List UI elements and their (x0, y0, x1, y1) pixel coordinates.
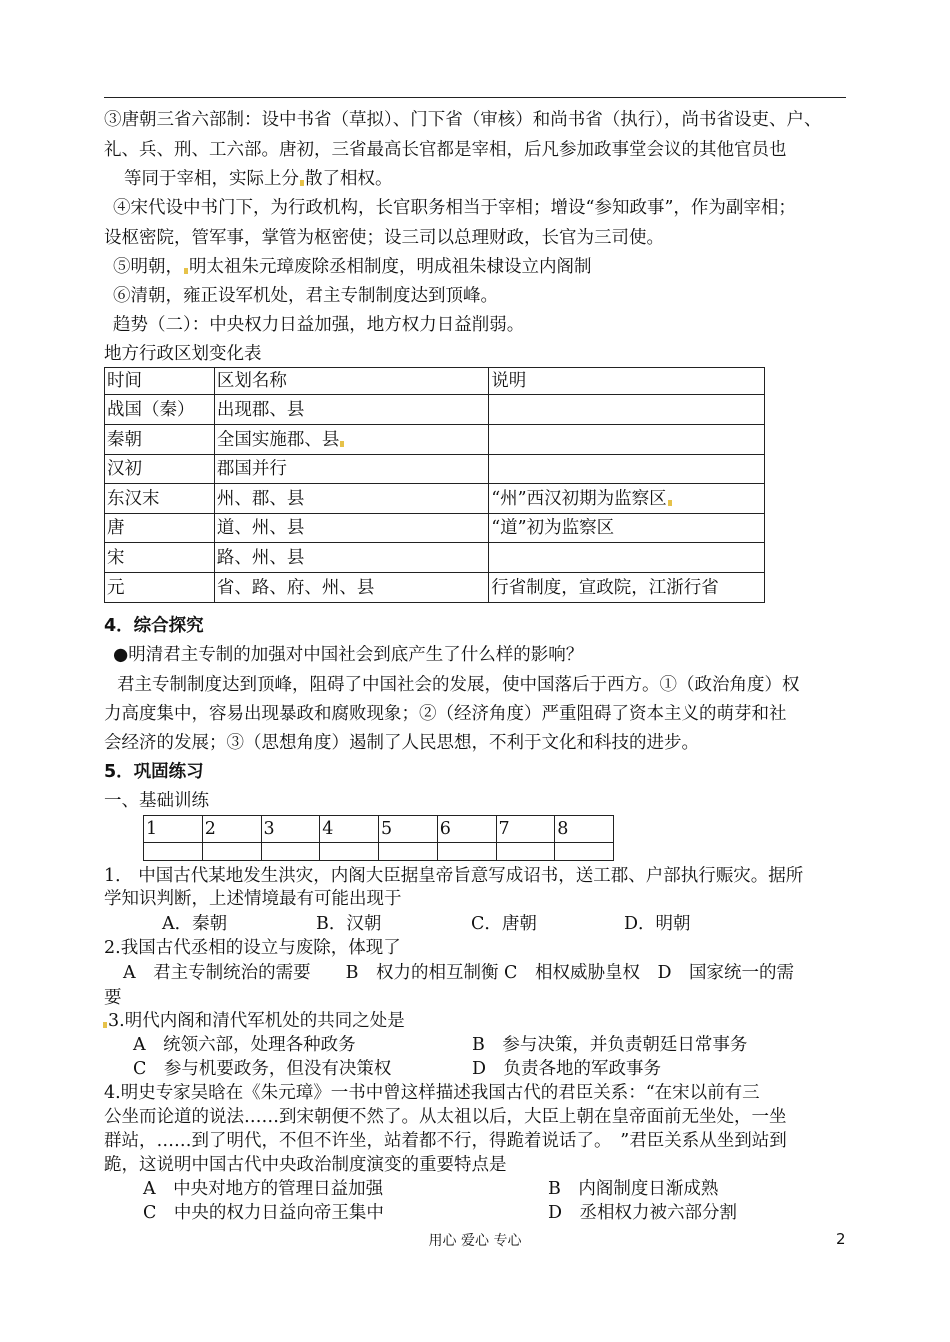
section4-question: ●明清君主专制的加强对中国社会到底产生了什么样的影响？ (113, 645, 584, 665)
table-header-cell: 区划名称 (214, 368, 488, 395)
table-cell (489, 543, 765, 573)
table-title: 地方行政区划变化表 (104, 344, 262, 364)
answer-grid-blank-cell[interactable] (320, 843, 379, 861)
paragraph-tang-line3-b: 散了相权。 (305, 169, 393, 189)
table-row (105, 543, 765, 573)
edit-mark (668, 500, 672, 506)
table-header-cell: 时间 (105, 368, 215, 395)
table-cell: “道”初为监察区 (489, 514, 765, 543)
paragraph-tang-line1: ③唐朝三省六部制：设中书省（草拟）、门下省（审核）和尚书省（执行），尚书省设吏、户、 (104, 110, 822, 130)
edit-mark (103, 1022, 107, 1028)
table-cell: 元 (105, 573, 215, 603)
table-row (105, 573, 765, 603)
answer-grid-number-row (144, 816, 614, 843)
answer-grid-number: 6 (437, 816, 496, 843)
answer-grid-number: 5 (379, 816, 438, 843)
answer-grid-blank-cell[interactable] (379, 843, 438, 861)
table-row (105, 514, 765, 543)
answer-grid-blank-cell[interactable] (437, 843, 496, 861)
edit-mark (300, 180, 304, 186)
answer-grid-blank-cell[interactable] (496, 843, 555, 861)
table-header-cell: 说明 (489, 368, 765, 395)
answer-grid-blank-cell[interactable] (261, 843, 320, 861)
table-cell: 郡国并行 (214, 455, 488, 484)
page-footer: 用心 爱心 专心 (428, 1233, 522, 1249)
paragraph-qing: ⑥清朝，雍正设军机处，君主专制制度达到顶峰。 (113, 286, 498, 306)
table-cell (489, 455, 765, 484)
table-cell: 州、郡、县 (214, 484, 488, 514)
paragraph-song-line1: ④宋代设中书门下，为行政机构，长官职务相当于宰相；增设“参知政事”，作为副宰相； (113, 198, 796, 218)
table-cell: 出现郡、县 (214, 395, 488, 425)
edit-mark (340, 441, 344, 447)
table-cell (214, 425, 488, 455)
table-row (105, 425, 765, 455)
question4-line1: 4.明史专家吴晗在《朱元璋》一书中曾这样描述我国古代的君臣关系：“在宋以前有三 (104, 1083, 760, 1103)
question4-line2: 公坐而论道的说法……到宋朝便不然了。从太祖以后，大臣上朝在皇帝面前无坐处，一坐 (104, 1107, 787, 1127)
question3-option-d: D 负责各地的军政事务 (472, 1059, 662, 1079)
paragraph-trend: 趋势（二）：中央权力日益加强，地方权力日益削弱。 (113, 315, 525, 335)
paragraph-tang-line3 (124, 165, 393, 193)
section5-heading: 5．巩固练习 (104, 762, 204, 782)
section5-subheading: 一、基础训练 (104, 791, 209, 811)
question2-options: A 君主专制统治的需要 B 权力的相互制衡 C 相权威胁皇权 D 国家统一的需 (123, 963, 794, 983)
answer-grid-number: 8 (555, 816, 614, 843)
answer-grid-blank-cell[interactable] (202, 843, 261, 861)
answer-grid-number: 4 (320, 816, 379, 843)
table-cell: 省、路、府、州、县 (214, 573, 488, 603)
answer-grid-number: 2 (202, 816, 261, 843)
question3-option-c: C 参与机要政务，但没有决策权 (133, 1059, 392, 1079)
question4-option-b: B 内阁制度日渐成熟 (548, 1179, 719, 1199)
question1-option-b: B．汉朝 (316, 914, 382, 934)
question4-option-a: A 中央对地方的管理日益加强 (143, 1179, 384, 1199)
table-cell: 道、州、县 (214, 514, 488, 543)
question4-option-d: D 丞相权力被六部分割 (548, 1203, 738, 1223)
answer-grid-blank-row (144, 843, 614, 861)
question1-option-d: D．明朝 (624, 914, 691, 934)
page-number: 2 (836, 1230, 846, 1248)
table-cell (489, 395, 765, 425)
paragraph-tang-line2: 礼、兵、刑、工六部。唐初，三省最高长官都是宰相，后凡参加政事堂会议的其他官员也 (104, 140, 787, 160)
question4-line3: 群站，……到了明代，不但不许坐，站着都不行，得跪着说话了。 ”君臣关系从坐到站到 (104, 1131, 787, 1151)
table-cell-text: “州”西汉初期为监察区 (491, 488, 667, 509)
admin-division-table (104, 367, 765, 603)
table-cell: 战国（秦） (105, 395, 215, 425)
question4-line4: 跪，这说明中国古代中央政治制度演变的重要特点是 (104, 1155, 507, 1175)
table-row (105, 455, 765, 484)
section4-heading: 4．综合探究 (104, 616, 204, 636)
paragraph-song-line2: 设枢密院，管军事，掌管为枢密使；设三司以总理财政，长官为三司使。 (104, 228, 664, 248)
question1-line2: 学知识判断，上述情境最有可能出现于 (104, 889, 402, 909)
table-cell: 汉初 (105, 455, 215, 484)
table-cell: 秦朝 (105, 425, 215, 455)
answer-grid-number: 3 (261, 816, 320, 843)
table-cell: 唐 (105, 514, 215, 543)
answer-grid-number: 1 (144, 816, 203, 843)
question1-option-a: A．秦朝 (162, 914, 228, 934)
question2-stem: 2.我国古代丞相的设立与废除，体现了 (104, 938, 401, 958)
paragraph-ming (113, 253, 592, 281)
edit-mark (184, 268, 188, 274)
table-cell: 路、州、县 (214, 543, 488, 573)
question1-option-c: C．唐朝 (471, 914, 537, 934)
answer-grid-blank-cell[interactable] (144, 843, 203, 861)
question1-line1: 1． 中国古代某地发生洪灾，内阁大臣据皇帝旨意写成诏书，送工郡、户部执行赈灾。据所 (104, 866, 804, 886)
paragraph-ming-a: ⑤明朝， (113, 257, 183, 277)
table-row (105, 484, 765, 514)
answer-grid (143, 815, 614, 861)
table-cell (489, 425, 765, 455)
answer-grid-number: 7 (496, 816, 555, 843)
table-cell-text: 全国实施郡、县 (216, 429, 340, 450)
question3-option-b: B 参与决策，并负责朝廷日常事务 (472, 1035, 748, 1055)
paragraph-tang-line3-a: 等同于宰相，实际上分 (124, 169, 299, 189)
question2-options-cont: 要 (104, 988, 122, 1008)
table-cell: 东汉末 (105, 484, 215, 514)
header-rule (104, 97, 846, 98)
table-header-row (105, 368, 765, 395)
table-row (105, 395, 765, 425)
section4-answer-line2: 力高度集中，容易出现暴政和腐败现象；②（经济角度）严重阻碍了资本主义的萌芽和社 (104, 704, 787, 724)
table-cell: 行省制度，宣政院，江浙行省 (489, 573, 765, 603)
table-cell: 宋 (105, 543, 215, 573)
question3-option-a: A 统领六部，处理各种政务 (133, 1035, 356, 1055)
section4-answer-line1: 君主专制制度达到顶峰，阻碍了中国社会的发展，使中国落后于西方。①（政治角度）权 (117, 675, 800, 695)
section4-answer-line3: 会经济的发展；③（思想角度）遏制了人民思想，不利于文化和科技的进步。 (104, 733, 699, 753)
question3-stem-text: 3.明代内阁和清代军机处的共同之处是 (108, 1011, 405, 1031)
question4-option-c: C 中央的权力日益向帝王集中 (143, 1203, 384, 1223)
table-cell (489, 484, 765, 514)
answer-grid-blank-cell[interactable] (555, 843, 614, 861)
paragraph-ming-b: 明太祖朱元璋废除丞相制度，明成祖朱棣设立内阁制 (189, 257, 592, 277)
